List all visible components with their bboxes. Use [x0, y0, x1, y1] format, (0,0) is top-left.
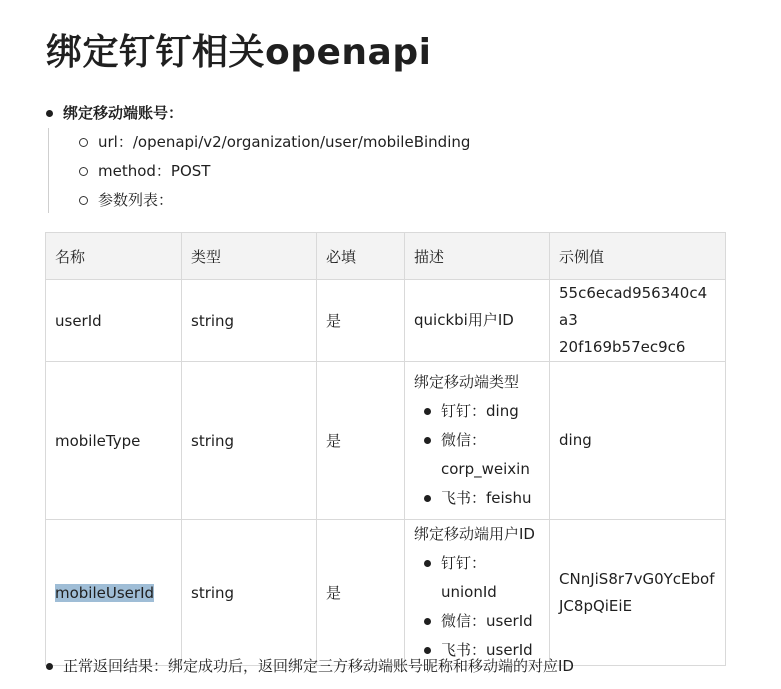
cell-name: mobileType — [46, 362, 182, 520]
params-table — [45, 232, 726, 666]
result-bullet — [46, 655, 574, 676]
desc-title: quickbi用户ID — [414, 311, 514, 329]
cell-name: userId — [46, 280, 182, 362]
cell-type: string — [182, 362, 317, 520]
desc-title: 绑定移动端用户ID — [414, 525, 535, 543]
selected-text[interactable]: mobileUserId — [55, 583, 155, 602]
cell-description — [405, 520, 550, 666]
sub-item-params: 参数列表： — [79, 186, 470, 215]
table-row — [46, 280, 726, 362]
table-header-row — [46, 233, 726, 280]
header-example: 示例值 — [550, 233, 726, 280]
cell-name — [46, 520, 182, 666]
header-name: 名称 — [46, 233, 182, 280]
sub-list — [48, 128, 470, 213]
desc-list — [414, 397, 540, 513]
cell-type: string — [182, 280, 317, 362]
cell-required: 是 — [317, 280, 405, 362]
hollow-bullet-icon — [79, 167, 88, 176]
header-type: 类型 — [182, 233, 317, 280]
cell-example — [550, 280, 726, 362]
example-line: ding — [559, 431, 592, 449]
page-title: 绑定钉钉相关openapi — [46, 32, 432, 73]
desc-item: 飞书：userId — [414, 636, 540, 665]
sub-item-method: method：POST — [79, 157, 470, 186]
cell-required: 是 — [317, 362, 405, 520]
hollow-bullet-icon — [79, 138, 88, 147]
desc-list — [414, 549, 540, 665]
desc-item: 飞书：feishu — [414, 484, 540, 513]
cell-example — [550, 362, 726, 520]
bullet-icon — [46, 663, 53, 670]
result-text: 正常返回结果：绑定成功后，返回绑定三方移动端账号昵称和移动端的对应ID — [63, 657, 574, 675]
example-line: 20f169b57ec9c6 — [559, 338, 686, 356]
cell-description — [405, 280, 550, 362]
hollow-bullet-icon — [79, 196, 88, 205]
section-label: 绑定移动端账号： — [63, 104, 184, 122]
cell-example — [550, 520, 726, 666]
example-line: CNnJiS8r7vG0YcEbof — [559, 569, 715, 588]
example-line: 55c6ecad956340c4a3 — [559, 284, 708, 329]
header-required: 必填 — [317, 233, 405, 280]
section-bullet — [46, 102, 183, 123]
table-row — [46, 362, 726, 520]
desc-item: 微信：corp_weixin — [414, 426, 540, 484]
cell-description — [405, 362, 550, 520]
header-description: 描述 — [405, 233, 550, 280]
desc-title: 绑定移动端类型 — [414, 373, 520, 391]
example-line: JC8pQiEiE — [559, 596, 633, 615]
cell-required: 是 — [317, 520, 405, 666]
sub-item-url: url：/openapi/v2/organization/user/mobileBinding — [79, 128, 470, 157]
cell-type: string — [182, 520, 317, 666]
desc-item: 钉钉：ding — [414, 397, 540, 426]
desc-item: 微信：userId — [414, 607, 540, 636]
bullet-icon — [46, 110, 53, 117]
desc-item: 钉钉：unionId — [414, 549, 540, 607]
table-row — [46, 520, 726, 666]
